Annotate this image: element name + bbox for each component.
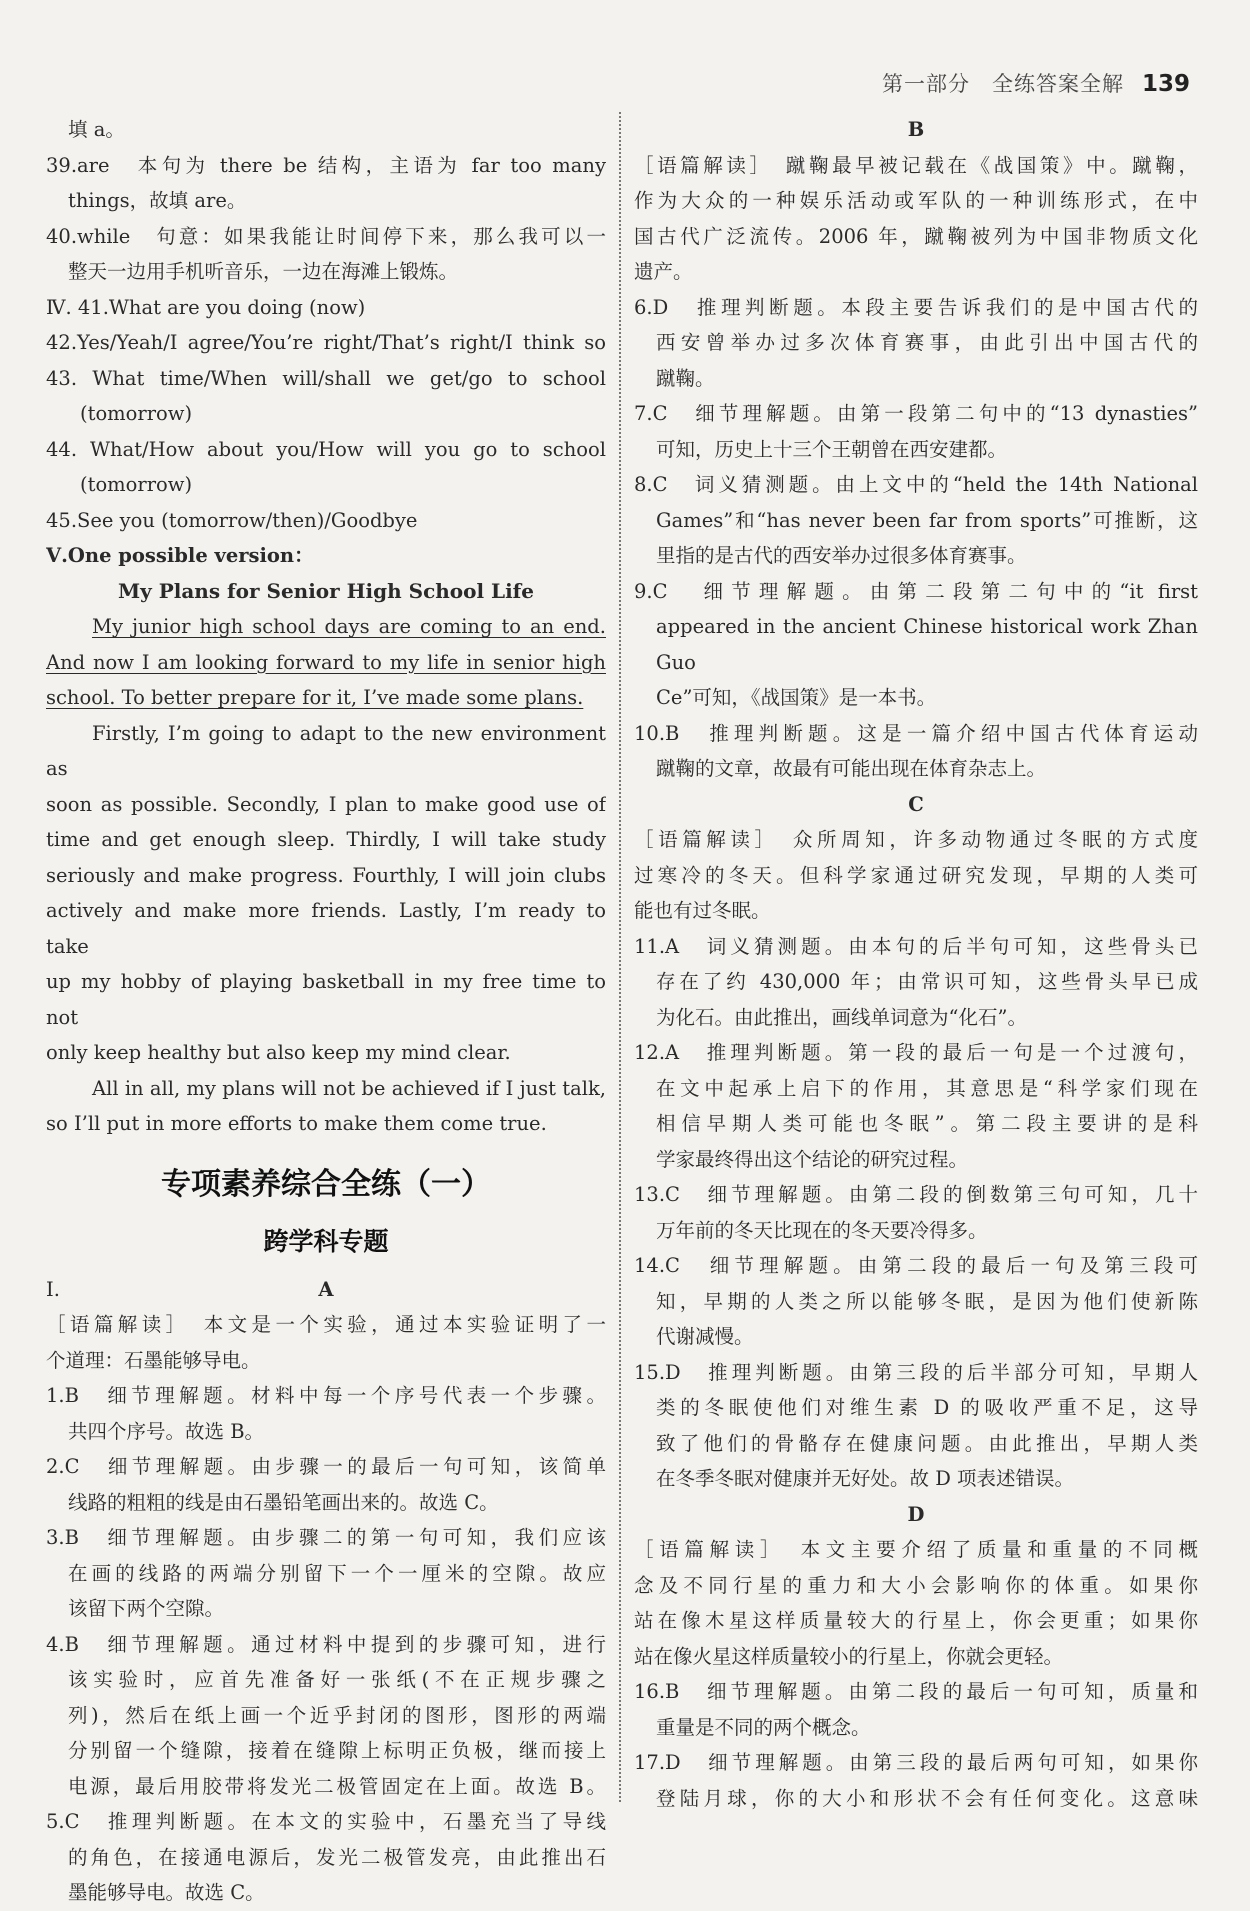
answer-41: Ⅳ. 41.What are you doing (now) [46,295,366,319]
subsection-heading: 跨学科专题 [263,1226,389,1256]
text-line: 能也有过冬眠。 [634,899,771,922]
answer-3: 3.B 细节理解题。由步骤二的第一句可知，我们应该 [46,1526,606,1549]
text-line: 里指的是古代的西安举办过很多体育赛事。 [656,544,1027,567]
answer-14: 14.C 细节理解题。由第二段的最后一句及第三段可 [634,1254,1198,1277]
text-line: 为化石。由此推出，画线单词意为“化石”。 [656,1005,1027,1029]
text-line: 在画的线路的两端分别留下一个一厘米的空隙。故应 [68,1561,606,1585]
text-line: 的角色，在接通电源后，发光二极管发亮，由此推出石 [68,1845,606,1869]
text-line: appeared in the ancient Chinese historical work Zhan Guo [656,615,1198,674]
text-line: 遗产。 [634,260,693,283]
text-line: 在文中起承上启下的作用，其意思是“科学家们现在 [656,1076,1198,1100]
answer-43: 43. What time/When will/shall we get/go to school [46,366,606,390]
text-line: 存在了约 430,000 年；由常识可知，这些骨头早已成 [656,970,1198,993]
left-column [46,112,606,1911]
essay-line: actively and make more friends. Lastly, I’m ready to take [46,899,606,958]
answer-39: 39.are 本句为 there be 结构，主语为 far too many [46,153,606,177]
answer-17: 17.D 细节理解题。由第三段的最后两句可知，如果你 [634,1751,1198,1774]
answer-1: 1.B 细节理解题。材料中每一个序号代表一个步骤。 [46,1384,606,1407]
part-number: Ⅰ. [46,1277,60,1301]
answer-7: 7.C 细节理解题。由第一段第二句中的“13 dynasties” [634,402,1198,425]
passage-letter: D [907,1502,925,1526]
answer-2: 2.C 细节理解题。由步骤一的最后一句可知，该简单 [46,1455,606,1478]
answer-12: 12.A 推理判断题。第一段的最后一句是一个过渡句， [634,1041,1198,1064]
text-line: 在冬季冬眠对健康并无好处。故 D 项表述错误。 [656,1467,1075,1490]
text-line: (tomorrow) [80,473,193,496]
passage-letter: A [318,1277,334,1301]
passage-letter: B [907,118,925,141]
text-line: (tomorrow) [80,402,193,425]
text-line: 蹴鞠的文章，故最有可能出现在体育杂志上。 [656,757,1047,780]
answer-8: 8.C 词义猜测题。由上文中的“held the 14th National [634,473,1198,496]
essay-line: seriously and make progress. Fourthly, I will join clubs [46,863,606,887]
text-line: 相信早期人类可能也冬眠”。第二段主要讲的是科 [656,1112,1198,1135]
section-title: 第一部分 全练答案全解 [881,72,1124,96]
text-line: 类的冬眠使他们对维生素 D 的吸收严重不足，这导 [656,1396,1198,1419]
passage-summary: ［语篇解读］ 本文主要介绍了质量和重量的不同概 [634,1538,1198,1561]
answer-40: 40.while 句意：如果我能让时间停下来，那么我可以一 [46,224,606,248]
text-line: 作为大众的一种娱乐活动或军队的一种训练形式，在中 [634,189,1198,212]
text-line: 学家最终得出这个结论的研究过程。 [656,1147,969,1171]
answer-44: 44. What/How about you/How will you go to school [46,437,606,461]
text-line: 线路的粗粗的线是由石墨铅笔画出来的。故选 C。 [68,1490,499,1514]
passage-summary: ［语篇解读］ 众所周知，许多动物通过冬眠的方式度 [634,828,1198,851]
answer-9: 9.C 细节理解题。由第二段第二句中的“it first [634,579,1198,603]
section-heading: 专项素养综合全练（一） [161,1166,491,1202]
text-line: 过寒冷的冬天。但科学家通过研究发现，早期的人类可 [634,863,1198,887]
passage-summary: ［语篇解读］ 本文是一个实验，通过本实验证明了一 [46,1313,606,1336]
text-line: things，故填 are。 [68,189,247,212]
text-line: 可知，历史上十三个王朝曾在西安建都。 [656,437,1008,461]
essay-line: soon as possible. Secondly, I plan to make good use of [46,792,606,816]
text-line: 填 a。 [68,118,125,141]
text-line: 站在像木星这样质量较大的行星上，你会更重；如果你 [634,1609,1198,1632]
answer-16: 16.B 细节理解题。由第二段的最后一句可知，质量和 [634,1680,1198,1703]
text-line: 致了他们的骨骼存在健康问题。由此推出，早期人类 [656,1431,1198,1455]
text-line: 列)，然后在纸上画一个近乎封闭的图形，图形的两端 [68,1703,606,1727]
text-line: 重量是不同的两个概念。 [656,1715,871,1739]
text-line: Ce”可知，《战国策》是一本书。 [656,686,937,709]
essay-line: up my hobby of playing basketball in my free time to not [46,970,606,1029]
text-line: 墨能够导电。故选 C。 [68,1881,265,1904]
essay-line: so I’ll put in more efforts to make them come true. [46,1112,547,1135]
text-line: 该留下两个空隙。 [68,1597,225,1620]
text-line: 国古代广泛流传。2006 年，蹴鞠被列为中国非物质文化 [634,224,1198,248]
part-label-row [46,1272,606,1308]
text-line: 共四个序号。故选 B。 [68,1419,265,1443]
passage-summary: ［语篇解读］ 蹴鞠最早被记载在《战国策》中。蹴鞠， [634,153,1198,177]
text-line: 蹴鞠。 [656,366,715,390]
text-line: 知，早期的人类之所以能够冬眠，是因为他们使新陈 [656,1289,1198,1313]
answer-42: 42.Yes/Yeah/I agree/You’re right/That’s right/I think so [46,331,606,354]
essay-line: school. To better prepare for it, I’ve made some plans. [46,686,584,709]
answer-4: 4.B 细节理解题。通过材料中提到的步骤可知，进行 [46,1632,606,1656]
essay-title: My Plans for Senior High School Life [117,578,535,603]
column-divider [619,112,621,1802]
text-line: 站在像火星这样质量较小的行星上，你就会更轻。 [634,1644,1064,1668]
essay-line: Firstly, I’m going to adapt to the new environment as [46,721,606,780]
text-line: 个道理：石墨能够导电。 [46,1348,261,1372]
page-header [882,68,1190,98]
answer-11: 11.A 词义猜测题。由本句的后半句可知，这些骨头已 [634,934,1198,958]
text-line: 电源，最后用胶带将发光二极管固定在上面。故选 B。 [68,1774,606,1798]
essay-line: My junior high school days are coming to an end. [92,615,606,638]
passage-letter: C [908,792,924,816]
answer-15: 15.D 推理判断题。由第三段的后半部分可知，早期人 [634,1360,1198,1384]
answer-13: 13.C 细节理解题。由第二段的倒数第三句可知，几十 [634,1183,1198,1206]
essay-line: And now I am looking forward to my life in senior high [46,650,606,674]
text-line: 万年前的冬天比现在的冬天要冷得多。 [656,1218,988,1242]
text-line: 分别留一个缝隙，接着在缝隙上标明正负极，继而接上 [68,1739,606,1762]
essay-line: All in all, my plans will not be achieved if I just talk, [92,1076,606,1100]
text-line: 念及不同行星的重力和大小会影响你的体重。如果你 [634,1573,1198,1597]
text-line: Games”和“has never been far from sports”可推断，这 [656,508,1198,532]
text-line: 整天一边用手机听音乐，一边在海滩上锻炼。 [68,260,459,283]
answer-6: 6.D 推理判断题。本段主要告诉我们的是中国古代的 [634,295,1198,319]
page-number: 139 [1141,71,1190,97]
text-line: 西安曾举办过多次体育赛事，由此引出中国古代的 [656,331,1198,354]
essay-line: time and get enough sleep. Thirdly, I will take study [46,828,606,851]
text-line: 代谢减慢。 [656,1325,754,1348]
text-line: 该实验时，应首先准备好一张纸(不在正规步骤之 [68,1668,606,1691]
writing-section-label: Ⅴ.One possible version： [46,544,314,567]
right-column [634,112,1198,1816]
answer-5: 5.C 推理判断题。在本文的实验中，石墨充当了导线 [46,1810,606,1833]
text-line: 登陆月球，你的大小和形状不会有任何变化。这意味 [656,1786,1198,1810]
answer-45: 45.See you (tomorrow/then)/Goodbye [46,508,418,532]
answer-10: 10.B 推理判断题。这是一篇介绍中国古代体育运动 [634,721,1198,745]
essay-line: only keep healthy but also keep my mind clear. [46,1041,511,1064]
